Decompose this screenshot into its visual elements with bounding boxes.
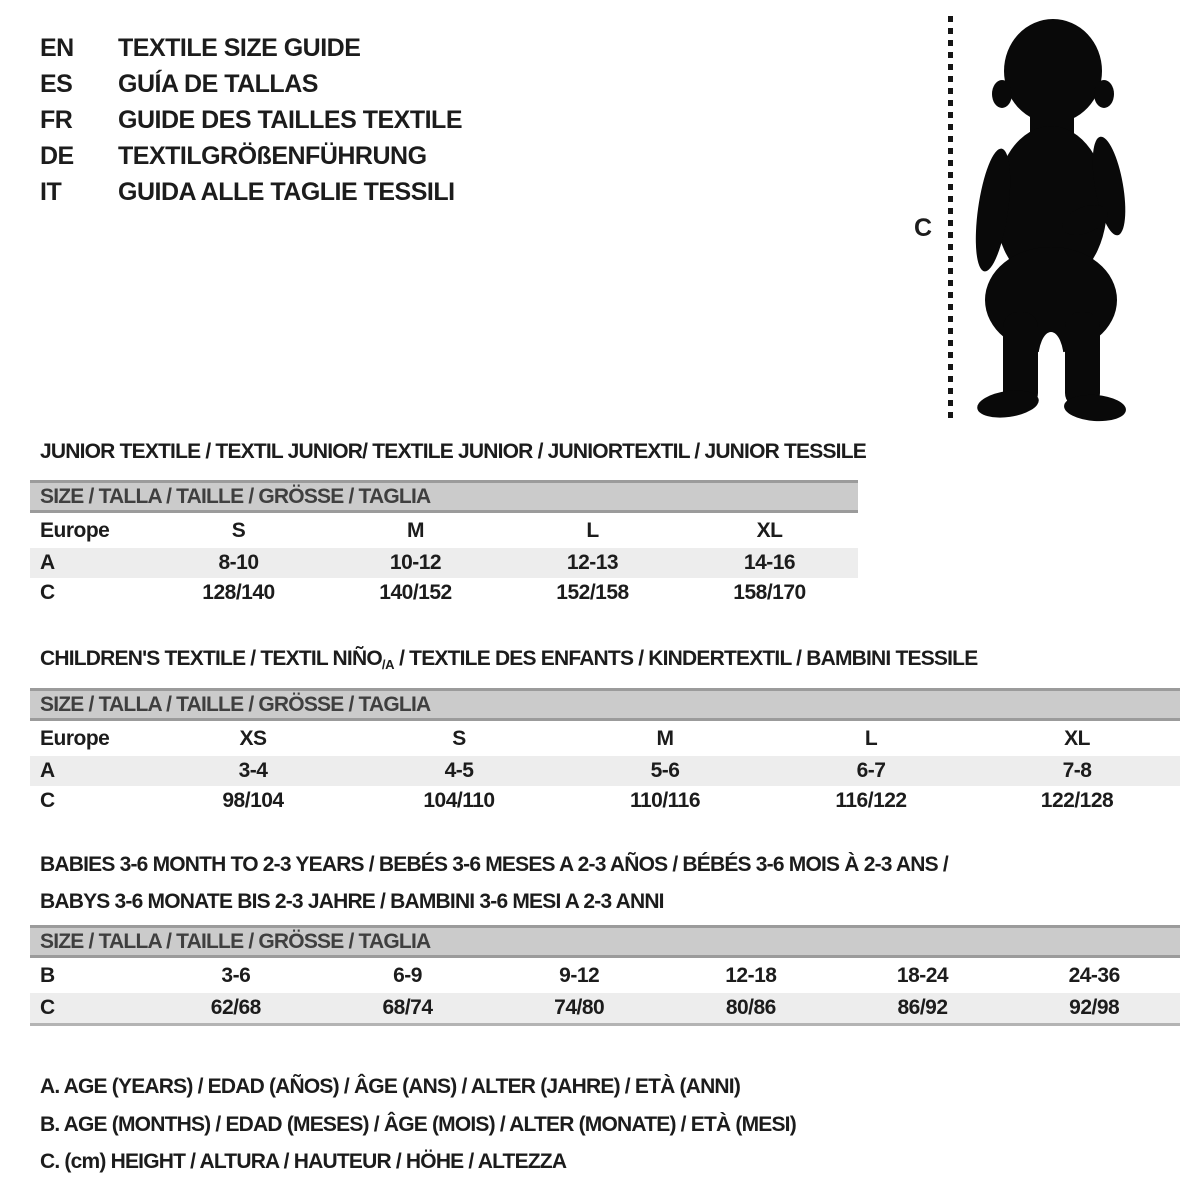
guide-title: TEXTILGRÖßENFÜHRUNG	[118, 142, 427, 170]
table-cell: 92/98	[1069, 996, 1120, 1019]
row-label: A	[40, 759, 55, 782]
table-cell: 68/74	[382, 996, 433, 1019]
table-cell: XL	[1064, 726, 1090, 750]
table-cell: M	[656, 726, 674, 750]
children-size-table	[30, 688, 1180, 816]
table-cell: L	[864, 726, 878, 750]
babies-section-heading	[40, 846, 948, 920]
table-cell: 152/158	[556, 581, 629, 604]
table-row-c	[30, 786, 1180, 816]
guide-title: GUÍA DE TALLAS	[118, 70, 318, 98]
table-cell: 9-12	[559, 963, 600, 987]
language-row-it	[40, 174, 462, 210]
guide-title: GUIDE DES TAILLES TEXTILE	[118, 106, 463, 134]
table-header-bar: SIZE / TALLA / TAILLE / GRÖSSE / TAGLIA	[30, 925, 1180, 958]
children-heading-sub: /A	[381, 657, 395, 672]
guide-title: TEXTILE SIZE GUIDE	[118, 34, 361, 62]
language-row-es	[40, 66, 462, 102]
table-cell: 116/122	[835, 789, 907, 812]
footnote-c: C. (cm) HEIGHT / ALTURA / HAUTEUR / HÖHE / ALTEZZA	[40, 1150, 567, 1173]
language-code: IT	[40, 178, 62, 206]
table-cell: 14-16	[743, 551, 796, 574]
row-label: C	[40, 581, 55, 604]
table-cell: 158/170	[733, 581, 806, 604]
table-cell: 6-7	[856, 759, 886, 782]
table-cell: 3-6	[221, 963, 251, 987]
table-cell: XS	[239, 726, 267, 750]
table-cell: 10-12	[389, 551, 442, 574]
row-label: A	[40, 551, 55, 574]
junior-section-heading: JUNIOR TEXTILE / TEXTIL JUNIOR/ TEXTILE JUNIOR / JUNIORTEXTIL / JUNIOR TESSILE	[40, 440, 866, 463]
babies-heading-line1: BABIES 3-6 MONTH TO 2-3 YEARS / BEBÉS 3-6 MESES A 2-3 AÑOS / BÉBÉS 3-6 MOIS À 2-3 ANS /	[40, 853, 948, 876]
table-cell: 110/116	[629, 789, 701, 812]
table-header-bar: SIZE / TALLA / TAILLE / GRÖSSE / TAGLIA	[30, 480, 858, 513]
table-cell: 80/86	[725, 996, 776, 1019]
table-cell: L	[586, 518, 599, 542]
row-label: C	[40, 996, 55, 1019]
language-code: DE	[40, 142, 74, 170]
row-label: Europe	[40, 518, 110, 542]
table-row-europe	[30, 721, 1180, 756]
children-heading-rest: / TEXTILE DES ENFANTS / KINDERTEXTIL / BAMBINI TESSILE	[394, 647, 978, 670]
table-row-b	[30, 958, 1180, 993]
table-cell: 12-18	[725, 963, 777, 987]
table-row-europe	[30, 513, 858, 548]
row-label: B	[40, 963, 55, 987]
children-section-heading	[40, 640, 977, 679]
guide-title: GUIDA ALLE TAGLIE TESSILI	[118, 178, 455, 206]
table-cell: M	[407, 518, 424, 542]
table-cell: XL	[756, 518, 783, 542]
table-row-c	[30, 993, 1180, 1023]
table-row-a	[30, 756, 1180, 786]
table-cell: 18-24	[896, 963, 949, 987]
toddler-silhouette-icon	[956, 14, 1146, 422]
language-title-list	[40, 30, 462, 210]
table-cell: 24-36	[1068, 963, 1120, 987]
table-row-c	[30, 578, 858, 608]
babies-heading-line2: BABYS 3-6 MONATE BIS 2-3 JAHRE / BAMBINI 3-6 MESI A 2-3 ANNI	[40, 890, 664, 913]
table-cell: 5-6	[650, 759, 680, 782]
table-header-bar: SIZE / TALLA / TAILLE / GRÖSSE / TAGLIA	[30, 688, 1180, 721]
table-cell: 4-5	[444, 759, 474, 782]
children-heading-main: CHILDREN'S TEXTILE / TEXTIL NIÑO	[40, 647, 382, 670]
footnote-b: B. AGE (MONTHS) / EDAD (MESES) / ÂGE (MOIS) / ALTER (MONATE) / ETÀ (MESI)	[40, 1112, 796, 1136]
language-code: FR	[40, 106, 73, 134]
table-cell: 7-8	[1062, 759, 1092, 782]
table-cell: S	[231, 518, 246, 542]
table-cell: 12-13	[566, 551, 619, 574]
language-row-fr	[40, 102, 462, 138]
table-cell: 128/140	[202, 581, 275, 604]
table-cell: S	[452, 726, 466, 750]
table-cell: 122/128	[1040, 789, 1114, 812]
footnote-a: A. AGE (YEARS) / EDAD (AÑOS) / ÂGE (ANS) / ALTER (JAHRE) / ETÀ (ANNI)	[40, 1075, 741, 1098]
table-cell: 74/80	[554, 996, 605, 1019]
row-label: C	[40, 789, 55, 812]
table-cell: 3-4	[238, 759, 268, 782]
table-cell: 104/110	[423, 789, 495, 812]
height-measure-dashed-line	[948, 16, 953, 418]
language-row-en	[40, 30, 462, 66]
table-cell: 86/92	[897, 996, 948, 1019]
junior-size-table	[30, 480, 858, 608]
height-measure-label: C	[914, 214, 932, 242]
table-cell: 6-9	[393, 963, 422, 987]
footnotes	[40, 1068, 796, 1181]
language-row-de	[40, 138, 462, 174]
table-cell: 98/104	[222, 789, 284, 812]
babies-size-table	[30, 925, 1180, 1026]
language-code: ES	[40, 70, 73, 98]
table-cell: 8-10	[218, 551, 259, 574]
table-cell: 140/152	[379, 581, 452, 604]
table-row-a	[30, 548, 858, 578]
table-cell: 62/68	[210, 996, 261, 1019]
language-code: EN	[40, 34, 74, 62]
row-label: Europe	[40, 726, 110, 750]
